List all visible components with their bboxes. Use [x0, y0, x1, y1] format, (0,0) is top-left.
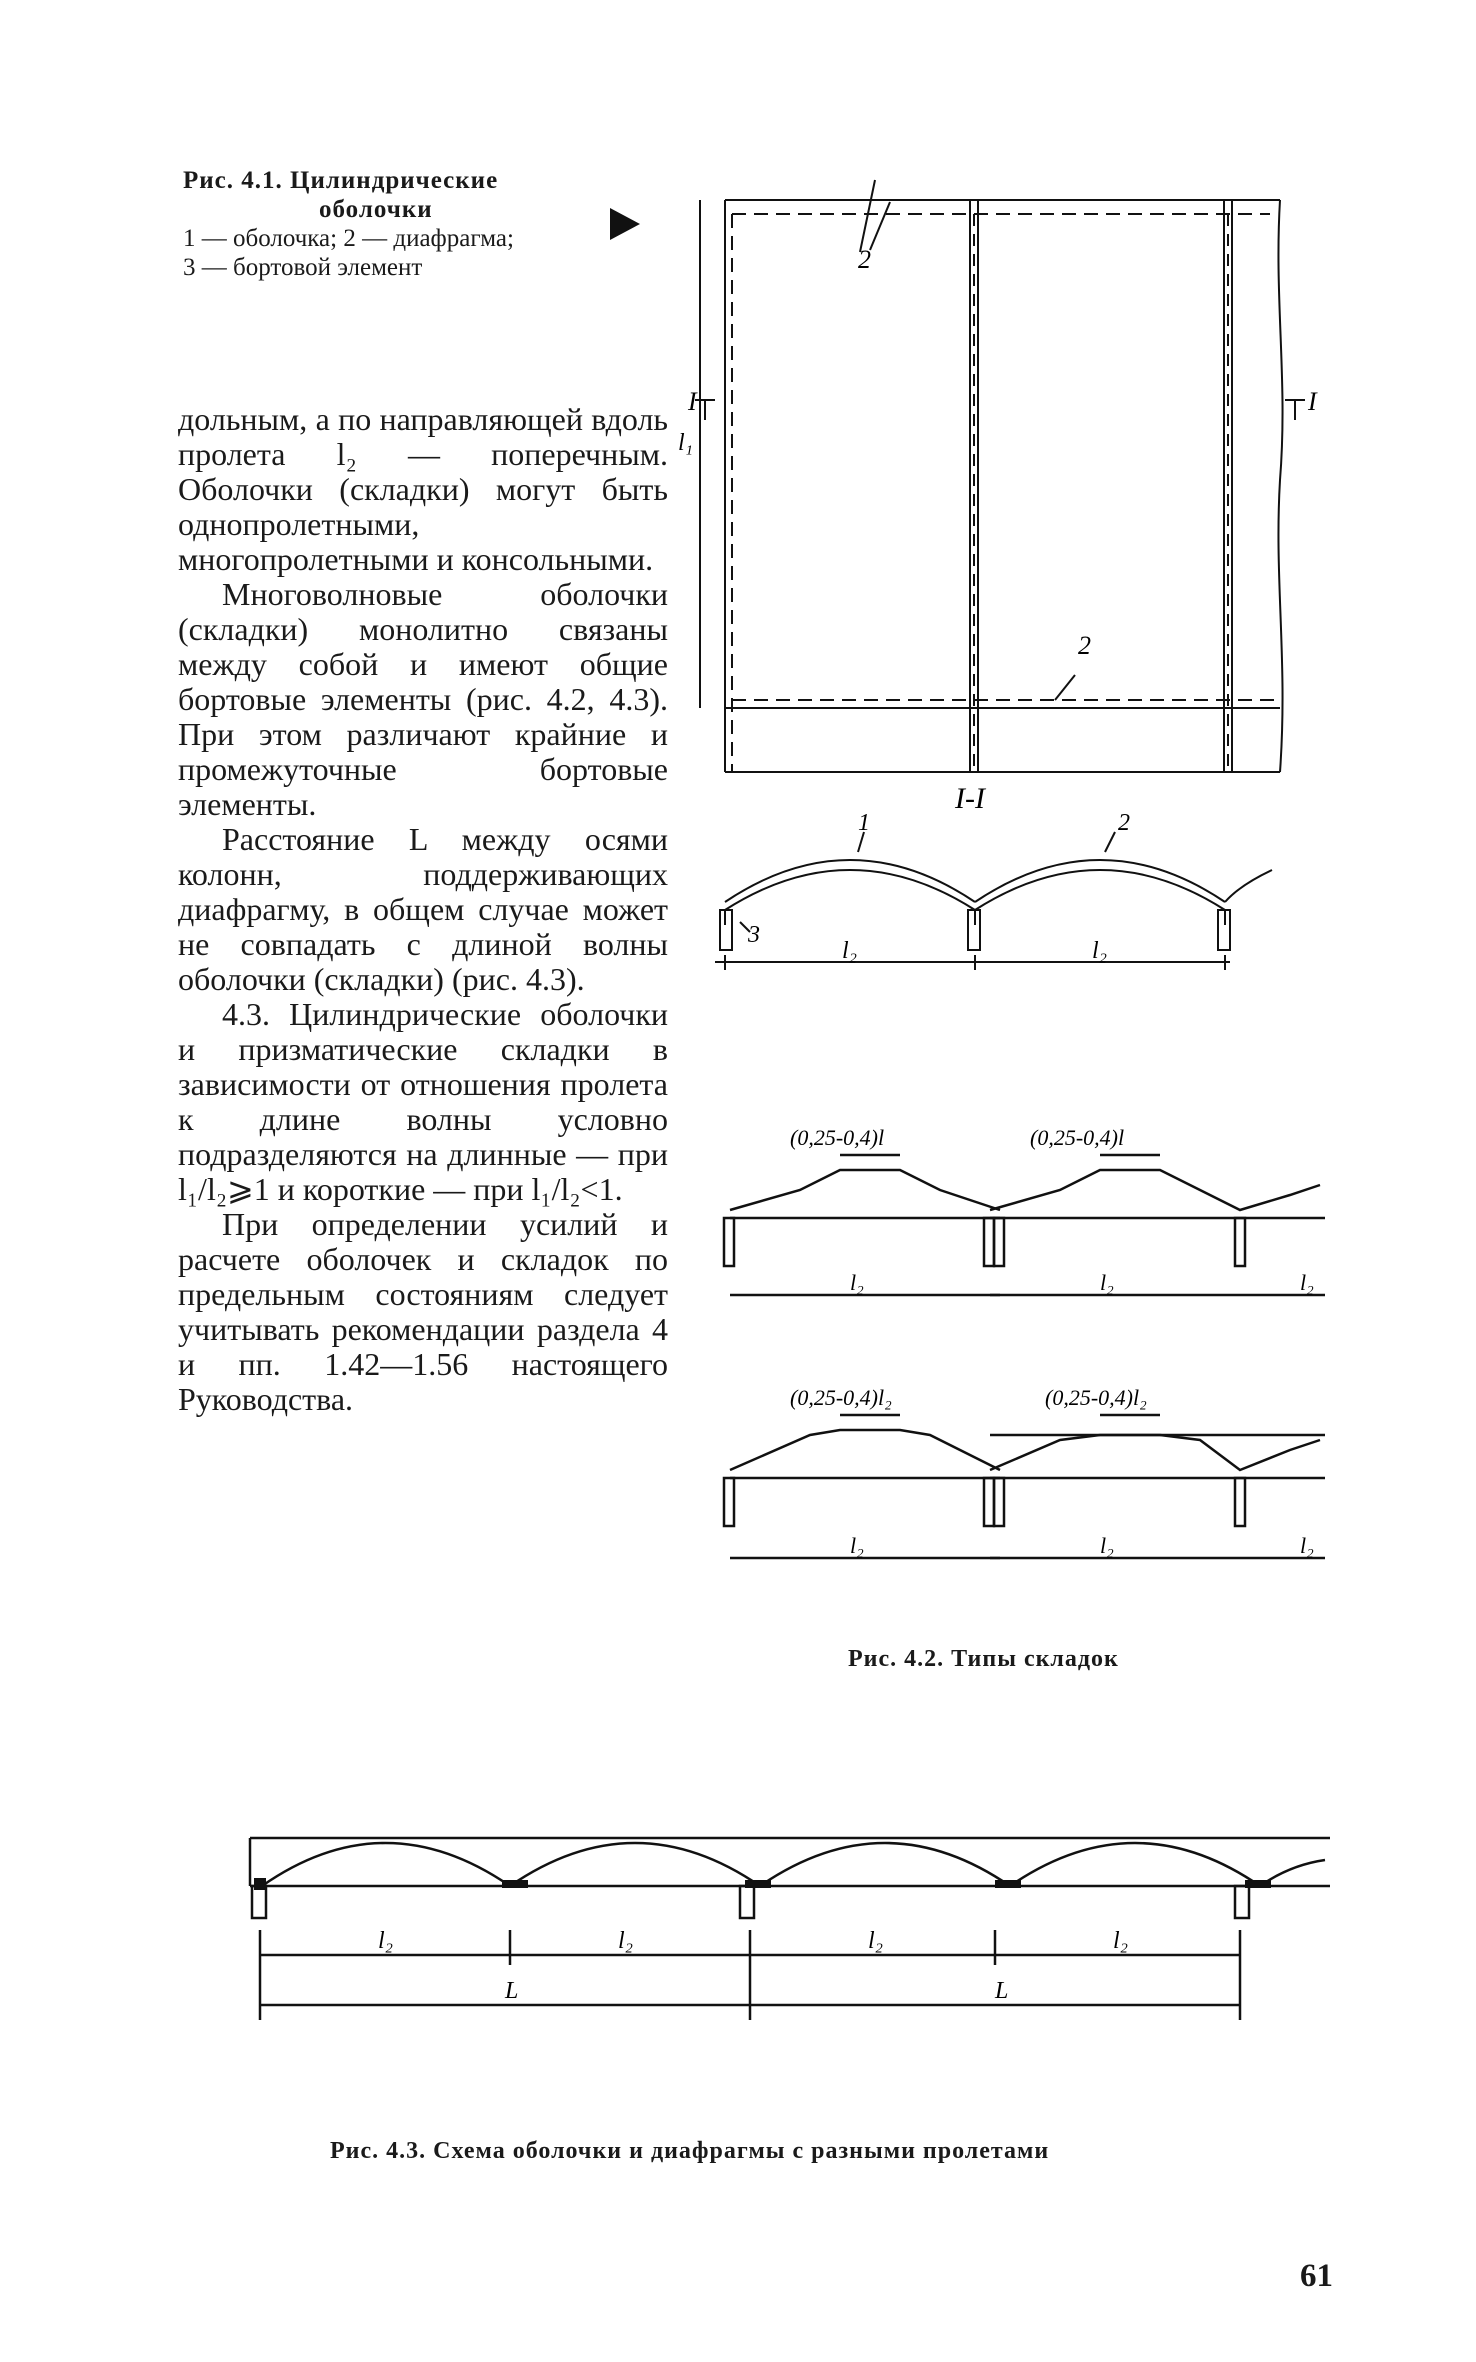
- span-1: l₂: [378, 1928, 394, 1954]
- span-b: l₂: [1100, 1270, 1114, 1295]
- label-l2-b: l₂: [1092, 938, 1108, 964]
- figure-4-1-caption: [183, 166, 663, 282]
- figure-4-1-drawing: [600, 180, 1317, 980]
- label-shell-1: 1: [858, 810, 870, 836]
- body-text: [178, 402, 668, 1417]
- figure-4-1-title: Рис. 4.1. Цилиндрические: [183, 167, 499, 194]
- label-diaphragm-2b: 2: [1078, 631, 1091, 660]
- span-d: l₂: [850, 1533, 864, 1558]
- figure-4-3-caption: Рис. 4.3. Схема оболочки и диафрагмы с разными пролетами: [330, 2138, 1050, 2164]
- paragraph-1: дольным, а по направляющей вдоль пролета l₂ — поперечным. Оболочки (складки) могут быть однопролетными, многопролетными и консольными.: [178, 401, 668, 577]
- span-a: l₂: [850, 1270, 864, 1295]
- span-2: l₂: [618, 1928, 634, 1954]
- figure-4-2-caption: Рис. 4.2. Типы складок: [848, 1646, 1119, 1672]
- L-1: L: [505, 1978, 519, 2004]
- dim-top-right: (0,25-0,4)l: [1030, 1125, 1125, 1150]
- label-l2-a: l₂: [842, 938, 858, 964]
- page-number: 61: [1300, 2258, 1333, 2294]
- span-3: l₂: [868, 1928, 884, 1954]
- figure-4-1-legend-1: 1 — оболочка; 2 — диафрагма;: [183, 225, 514, 252]
- paragraph-5: При определении усилий и расчете оболочек и складок по предельным состояниям следует учитывать рекомендации раздела 4 и пп. 1.42—1.56 настоящего Руководства.: [178, 1206, 668, 1417]
- label-l1: l₁: [678, 430, 694, 456]
- span-f: l₂: [1300, 1533, 1314, 1558]
- label-diaphragm-2c: 2: [1118, 810, 1130, 836]
- section-title: I-I: [955, 782, 985, 815]
- arrow-right-icon: [610, 208, 640, 240]
- label-edge-3: 3: [748, 922, 760, 948]
- figure-4-1-legend-2: 3 — бортовой элемент: [183, 254, 423, 281]
- span-4: l₂: [1113, 1928, 1129, 1954]
- dim-bottom-left: (0,25-0,4)l₂: [790, 1385, 892, 1410]
- figure-4-2-drawing: [700, 1110, 1350, 1630]
- paragraph-2: Многоволновые оболочки (складки) монолитно связаны между собой и имеют общие бортовые элементы (рис. 4.2, 4.3). При этом различают крайние и промежуточные бортовые элементы.: [178, 576, 668, 822]
- figure-4-1-title-cont: оболочки: [319, 196, 433, 223]
- paragraph-3: Расстояние L между осями колонн, поддерживающих диафрагму, в общем случае может не совпадать с длиной волны оболочки (складки) (рис. 4.3).: [178, 821, 668, 997]
- L-2: L: [995, 1978, 1009, 2004]
- label-diaphragm-2: 2: [858, 245, 871, 274]
- dim-bottom-right: (0,25-0,4)l₂: [1045, 1385, 1147, 1410]
- dim-top-left: (0,25-0,4)l: [790, 1125, 885, 1150]
- section-mark-left: I: [688, 387, 697, 416]
- span-e: l₂: [1100, 1533, 1114, 1558]
- span-c: l₂: [1300, 1270, 1314, 1295]
- figure-4-3-drawing: [240, 1820, 1340, 2070]
- section-mark-right: I: [1308, 387, 1317, 416]
- paragraph-4: 4.3. Цилиндрические оболочки и призматические складки в зависимости от отношения пролета к длине волны условно подразделяются на длинные — при l₁/l₂⩾1 и короткие — при l₁/l₂<1.: [178, 996, 668, 1207]
